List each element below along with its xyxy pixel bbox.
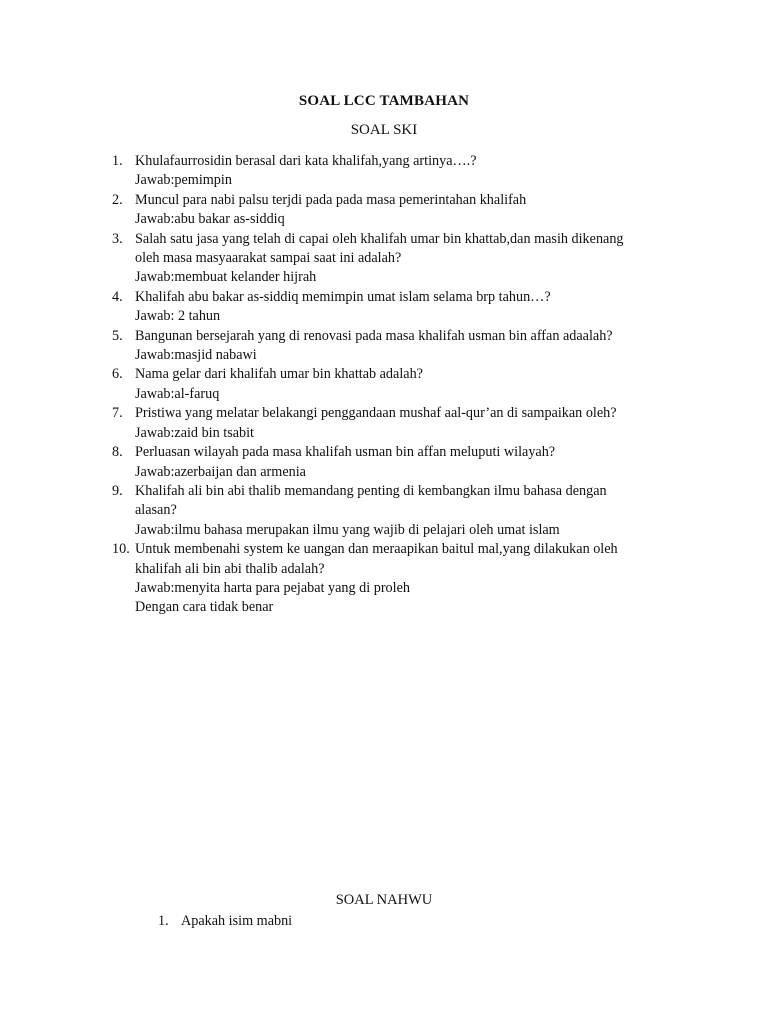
list-item-line: Jawab: 2 tahun xyxy=(135,308,221,325)
list-item-line: Jawab:abu bakar as-siddiq xyxy=(135,211,285,228)
list-item-line: Jawab:masjid nabawi xyxy=(135,347,257,364)
list-item-line: Jawab:membuat kelander hijrah xyxy=(135,269,317,286)
list-item xyxy=(112,443,672,482)
list-item-line: Pristiwa yang melatar belakangi penggandaan mushaf aal-qur’an di sampaikan oleh? xyxy=(135,405,617,422)
list-item-number: 8. xyxy=(112,444,123,461)
list-item xyxy=(112,191,672,230)
section-title-ski: SOAL SKI xyxy=(350,122,418,138)
list-item-line: Khalifah ali bin abi thalib memandang penting di kembangkan ilmu bahasa dengan xyxy=(135,482,607,499)
list-item-line: Khulafaurrosidin berasal dari kata khalifah,yang artinya….? xyxy=(135,153,477,169)
list-item-number: 1. xyxy=(112,153,123,169)
list-item-line: Khalifah abu bakar as-siddiq memimpin umat islam selama brp tahun…? xyxy=(135,288,551,305)
list-item-number: 5. xyxy=(112,327,123,344)
list-item xyxy=(158,912,292,931)
list-item-line: Perluasan wilayah pada masa khalifah usman bin affan meluputi wilayah? xyxy=(135,444,556,461)
list-item-line: Jawab:ilmu bahasa merupakan ilmu yang wajib di pelajari oleh umat islam xyxy=(135,521,560,538)
list-item-line: Untuk membenahi system ke uangan dan meraapikan baitul mal,yang dilakukan oleh xyxy=(135,541,618,558)
list-item-line: Muncul para nabi palsu terjdi pada pada masa pemerintahan khalifah xyxy=(135,191,527,208)
document-title: SOAL LCC TAMBAHAN xyxy=(298,93,470,109)
list-item-number: 3. xyxy=(112,230,123,247)
list-item-line: oleh masa masyaarakat sampai saat ini adalah? xyxy=(135,250,402,267)
question-list-nahwu xyxy=(158,912,292,931)
list-item-number: 6. xyxy=(112,366,123,383)
list-item-line: Salah satu jasa yang telah di capai oleh khalifah umar bin khattab,dan masih dikenang xyxy=(135,230,624,247)
list-item-line: Jawab:pemimpin xyxy=(135,172,232,189)
list-item xyxy=(112,327,672,366)
list-item-line: alasan? xyxy=(135,502,177,519)
list-item xyxy=(112,482,672,540)
list-item-line: Bangunan bersejarah yang di renovasi pada masa khalifah usman bin affan adaalah? xyxy=(135,327,613,344)
list-item-line: Jawab:al-faruq xyxy=(135,385,220,402)
list-item xyxy=(112,365,672,404)
list-item-line: khalifah ali bin abi thalib adalah? xyxy=(135,560,325,577)
list-item-line: Jawab:zaid bin tsabit xyxy=(135,424,254,441)
list-item-line: Apakah isim mabni xyxy=(181,913,293,929)
list-item-line: Jawab:menyita harta para pejabat yang di proleh xyxy=(135,579,410,596)
list-item xyxy=(112,288,672,327)
section-title-nahwu: SOAL NAHWU xyxy=(335,892,433,908)
list-item-number: 1. xyxy=(158,913,169,929)
list-item-number: 9. xyxy=(112,482,123,499)
list-item-line: Dengan cara tidak benar xyxy=(135,599,274,616)
list-item-number: 10. xyxy=(112,541,130,558)
list-item-number: 4. xyxy=(112,288,123,305)
list-item-number: 2. xyxy=(112,191,123,208)
list-item-line: Jawab:azerbaijan dan armenia xyxy=(135,463,306,480)
list-item xyxy=(112,540,672,618)
list-item xyxy=(112,230,672,288)
question-list-ski xyxy=(112,152,672,618)
list-item-number: 7. xyxy=(112,405,123,422)
list-item xyxy=(112,152,672,191)
list-item-line: Nama gelar dari khalifah umar bin khattab adalah? xyxy=(135,366,423,383)
list-item xyxy=(112,404,672,443)
